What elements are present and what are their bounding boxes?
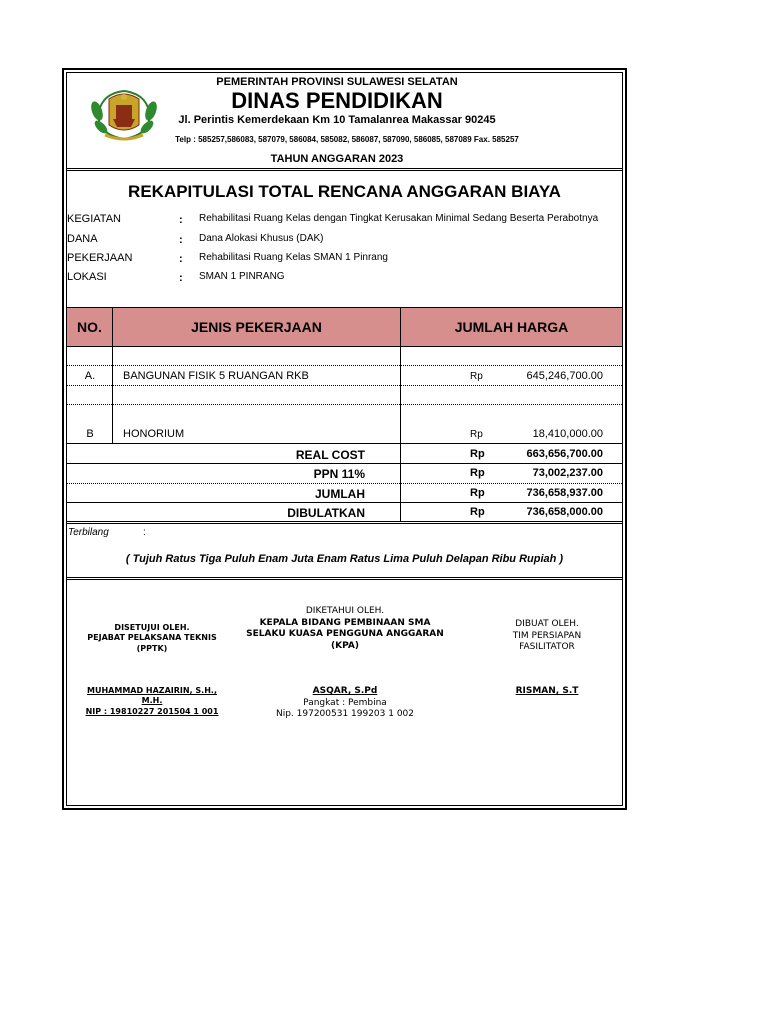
table-bottom-border <box>67 521 622 524</box>
row-divider <box>67 365 622 366</box>
row-divider <box>67 443 622 444</box>
agency-address: Jl. Perintis Kemerdekaan Km 10 Tamalanrea Makassar 90245 <box>178 114 496 126</box>
signature-right-line1: DIBUAT OLEH. <box>515 619 579 629</box>
info-value-dana: Dana Alokasi Khusus (DAK) <box>199 233 324 244</box>
letterhead-divider <box>67 168 622 171</box>
total-label: PPN 11% <box>313 467 365 481</box>
total-currency: Rp <box>470 448 485 460</box>
signature-center-nip: Nip. 197200531 199203 1 002 <box>275 709 415 720</box>
signature-left-line3: (PPTK) <box>136 643 168 653</box>
row-no: B <box>86 428 94 440</box>
info-label-kegiatan: KEGIATAN <box>67 213 121 225</box>
info-sep-kegiatan: : <box>179 214 183 226</box>
signature-divider <box>67 577 622 580</box>
agency-phone: Telp : 585257,586083, 587079, 586084, 585082, 586087, 587090, 586085, 587089 Fax. 585257 <box>175 135 519 144</box>
signature-left-line1: DISETUJUI OLEH. <box>114 623 190 632</box>
column-header-no-label: NO. <box>77 319 102 335</box>
info-label-dana: DANA <box>67 233 98 245</box>
column-header-work-label: JENIS PEKERJAAN <box>191 319 322 335</box>
total-amount: 73,002,237.00 <box>532 467 603 479</box>
column-header-no <box>67 308 113 346</box>
column-header-amount <box>401 308 622 346</box>
row-no: A. <box>84 370 96 382</box>
info-label-lokasi: LOKASI <box>67 271 107 283</box>
fiscal-year: TAHUN ANGGARAN 2023 <box>270 153 404 165</box>
row-work: BANGUNAN FISIK 5 RUANGAN RKB <box>123 370 309 382</box>
row-divider <box>67 385 622 386</box>
column-header-work <box>113 308 401 346</box>
info-label-pekerjaan: PEKERJAAN <box>67 252 133 264</box>
total-amount: 663,656,700.00 <box>526 448 603 460</box>
row-amount: 18,410,000.00 <box>532 428 603 440</box>
total-currency: Rp <box>470 506 485 518</box>
total-amount: 736,658,937.00 <box>526 487 603 499</box>
info-value-kegiatan: Rehabilitasi Ruang Kelas dengan Tingkat Kerusakan Minimal Sedang Beserta Perabotnya <box>199 213 599 224</box>
document-title: REKAPITULASI TOTAL RENCANA ANGGARAN BIAYA <box>128 182 561 201</box>
info-sep-pekerjaan: : <box>179 253 183 265</box>
signature-center-line4: (KPA) <box>331 641 359 652</box>
row-divider <box>67 502 622 503</box>
signature-center <box>245 606 445 653</box>
government-name: PEMERINTAH PROVINSI SULAWESI SELATAN <box>216 76 458 88</box>
total-currency: Rp <box>470 487 485 499</box>
row-currency: Rp <box>470 429 483 440</box>
signature-right-name-block <box>472 686 622 698</box>
signature-right-line2: TIM PERSIAPAN <box>512 630 582 641</box>
signature-center-line3: SELAKU KUASA PENGGUNA ANGGARAN <box>246 629 444 640</box>
signature-center-name: ASQAR, S.Pd <box>312 686 378 696</box>
terbilang-label: Terbilang <box>68 527 109 538</box>
signature-right-line3: FASILITATOR <box>519 642 575 653</box>
signature-center-line2: KEPALA BIDANG PEMBINAAN SMA <box>259 617 431 628</box>
signature-center-name-block <box>245 686 445 721</box>
column-header-amount-label: JUMLAH HARGA <box>454 319 569 335</box>
signature-right <box>472 619 622 654</box>
column-divider-work <box>400 346 401 522</box>
signature-center-rank: Pangkat : Pembina <box>303 697 387 708</box>
signature-center-line1: DIKETAHUI OLEH. <box>305 606 385 616</box>
info-sep-dana: : <box>179 234 183 246</box>
signature-left-nip: NIP : 19810227 201504 1 001 <box>85 706 219 716</box>
signature-left-name: MUHAMMAD HAZAIRIN, S.H., M.H. <box>87 686 217 706</box>
total-amount: 736,658,000.00 <box>526 506 603 518</box>
document-frame <box>62 68 627 810</box>
row-divider <box>67 404 622 405</box>
signature-left-line2: PEJABAT PELAKSANA TEKNIS <box>87 633 217 643</box>
row-amount: 645,246,700.00 <box>526 370 603 382</box>
info-sep-lokasi: : <box>179 272 183 284</box>
row-divider <box>67 463 622 464</box>
signature-left-name-block <box>77 686 227 717</box>
row-divider <box>67 483 622 484</box>
total-label: REAL COST <box>295 448 365 462</box>
total-label: DIBULATKAN <box>287 506 365 520</box>
info-value-pekerjaan: Rehabilitasi Ruang Kelas SMAN 1 Pinrang <box>199 252 388 263</box>
signature-right-name: RISMAN, S.T <box>515 686 579 696</box>
table-header-bottom-border <box>67 346 622 347</box>
info-value-lokasi: SMAN 1 PINRANG <box>199 271 285 282</box>
total-currency: Rp <box>470 467 485 479</box>
document-inner-border <box>66 72 623 806</box>
total-label: JUMLAH <box>315 487 365 501</box>
row-currency: Rp <box>470 371 483 382</box>
agency-name: DINAS PENDIDIKAN <box>231 88 443 113</box>
signature-left <box>77 623 227 654</box>
row-work: HONORIUM <box>123 428 185 440</box>
terbilang-text: ( Tujuh Ratus Tiga Puluh Enam Juta Enam Ratus Lima Puluh Delapan Ribu Rupiah ) <box>125 553 564 565</box>
terbilang-sep: : <box>143 527 146 538</box>
